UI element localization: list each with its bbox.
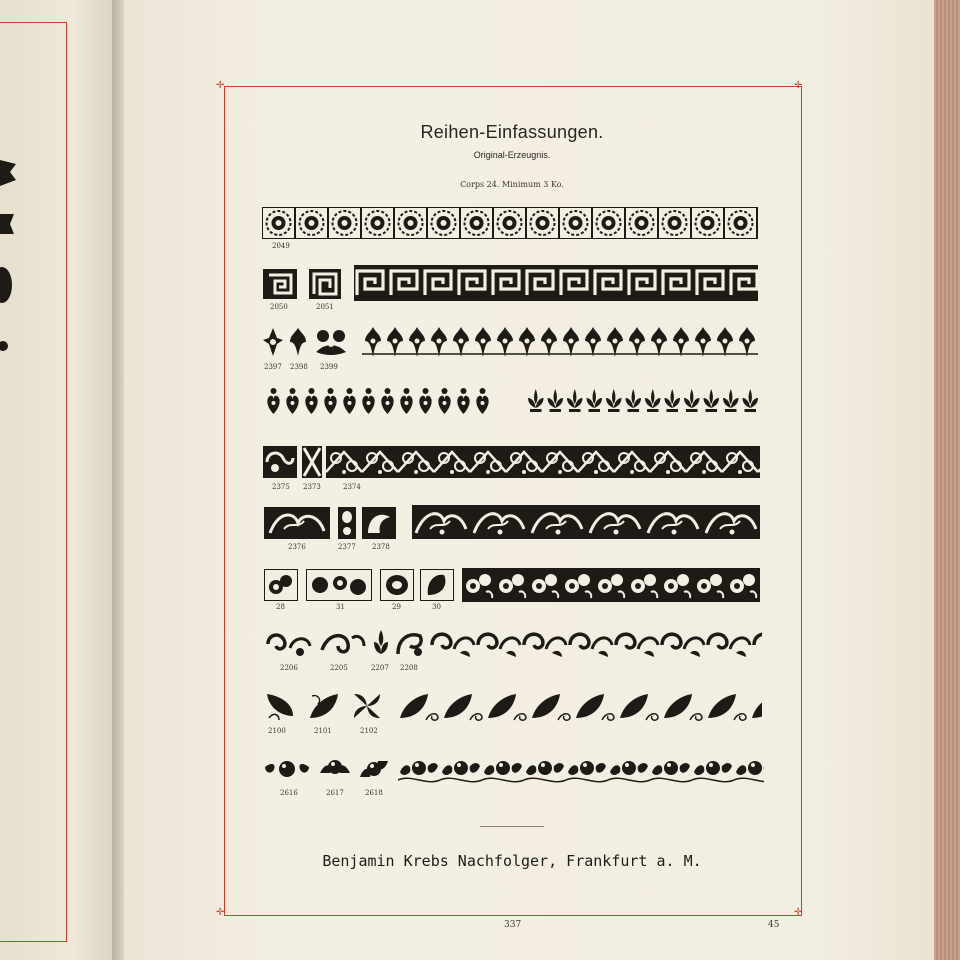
border-piece-30 [420,569,454,601]
border-piece-2050 [262,268,298,300]
border-band-fleur [362,324,758,360]
page-subtitle: Original-Erzeugnis. [473,150,551,160]
pattern-number: 2205 [330,664,348,672]
corner-mark: ✛ [216,907,225,918]
border-band-2049 [262,207,758,239]
border-band-interlace-2374 [326,446,760,478]
book-edge [934,0,960,960]
pattern-number: 2206 [280,664,298,672]
left-page-ornament-fragment [0,336,18,356]
pattern-number: 28 [276,603,285,611]
left-page-ornament-fragment [0,265,18,305]
border-piece-2101 [306,690,342,722]
pattern-number: 2397 [264,363,282,371]
pattern-number: 2101 [314,727,332,735]
pattern-number: 2049 [272,242,290,250]
border-piece-2377 [338,507,356,539]
border-piece-2618 [358,753,390,785]
pattern-number: 2375 [272,483,290,491]
pattern-number: 2378 [372,543,390,551]
pattern-number: 2100 [268,727,286,735]
border-band-fleur-de-lis [526,386,760,418]
pattern-number: 2377 [338,543,356,551]
publisher-imprint: Benjamin Krebs Nachfolger, Frankfurt a. M. [322,852,702,870]
border-piece-31 [306,569,372,601]
border-piece-2207 [372,628,390,660]
pattern-number: 2618 [365,789,383,797]
border-piece-29 [380,569,414,601]
pattern-number: 2398 [290,363,308,371]
border-piece-2376 [264,507,330,539]
border-band-greek-key [354,265,758,301]
border-band-heart-leaf [264,386,492,418]
pattern-number: 2207 [371,664,389,672]
pattern-number: 2616 [280,789,298,797]
pattern-number: 2617 [326,789,344,797]
corner-mark: ✛ [794,907,803,918]
border-band-leaf [396,690,762,724]
border-piece-2373 [302,446,322,478]
pattern-number: 2208 [400,664,418,672]
pattern-number: 2373 [303,483,321,491]
type-spec: Corps 24. Minimum 3 Ko. [460,180,564,189]
border-piece-28 [264,569,298,601]
pattern-number: 2374 [343,483,361,491]
border-piece-2375 [263,446,297,478]
left-page-ornament-fragment [0,212,18,236]
border-band-scroll [430,627,762,661]
border-piece-2100 [263,690,297,722]
border-piece-2378 [362,507,396,539]
border-piece-2398 [288,326,308,358]
page-number: 337 [504,920,522,930]
corner-mark: ✛ [216,80,225,91]
page-title: Reihen-Einfassungen. [420,122,604,142]
border-piece-2051 [308,268,342,300]
left-page-ornament-fragment [0,158,18,188]
pattern-number: 30 [432,603,441,611]
border-piece-2616 [263,753,311,785]
pattern-number: 2376 [288,543,306,551]
border-piece-2397 [262,326,284,358]
corner-mark: ✛ [794,80,803,91]
border-band-berry [398,752,764,786]
border-band-acanthus [412,505,760,539]
border-piece-2102 [350,690,384,722]
pattern-number: 29 [392,603,401,611]
left-page [0,0,122,960]
page-number-secondary: 45 [768,920,780,930]
pattern-number: 2102 [360,727,378,735]
pattern-number: 2399 [320,363,338,371]
divider-rule [480,826,544,827]
pattern-number: 2050 [270,303,288,311]
border-piece-2206 [264,628,314,660]
border-piece-2399 [314,326,348,358]
border-piece-2617 [318,753,352,785]
pattern-number: 31 [336,603,345,611]
border-piece-2205 [318,628,368,660]
border-piece-2208 [394,628,428,660]
border-band-fruit [462,568,760,602]
pattern-number: 2051 [316,303,334,311]
